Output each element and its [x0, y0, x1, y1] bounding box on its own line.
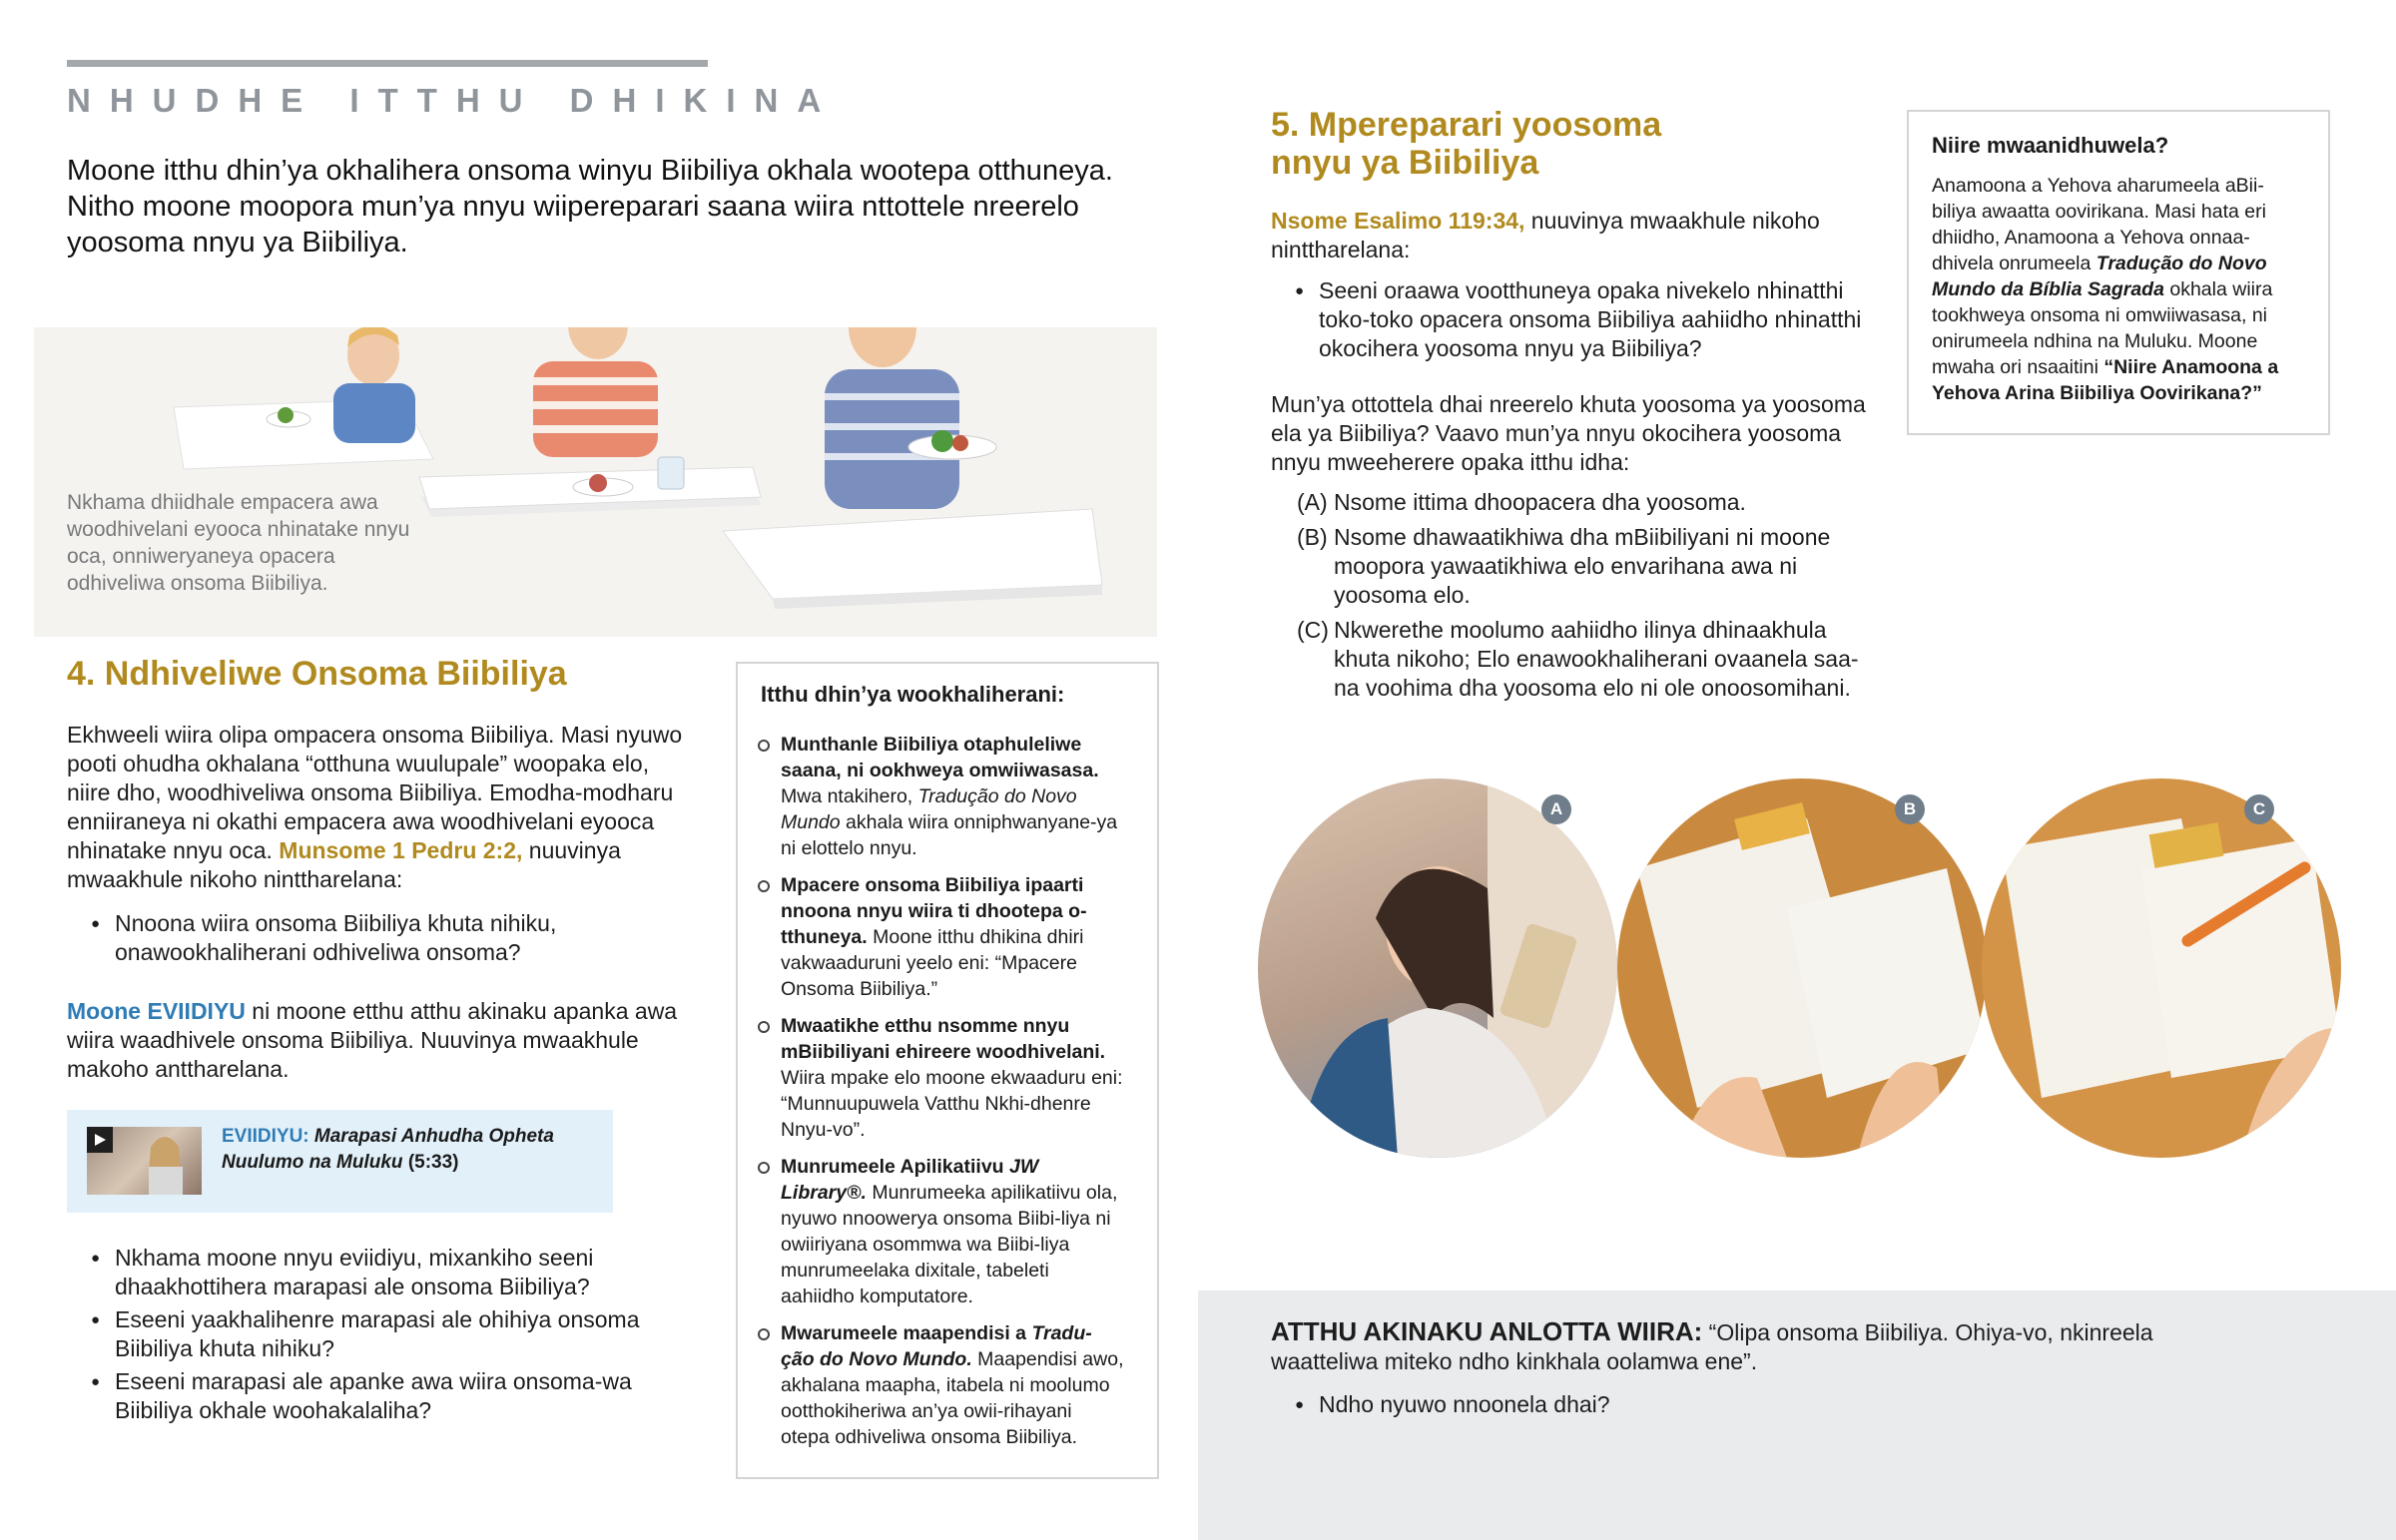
help-item-bold: Munrumeele Apilikatiivu: [781, 1156, 1009, 1178]
helps-list: [756, 732, 1125, 1461]
play-icon[interactable]: [87, 1127, 113, 1153]
help-item-text: Wiira mpake elo moone ekwaaduru eni: “Munnuupuwela Vatthu Nkhi-dhenre Nnyu-vo”.: [781, 1067, 1123, 1141]
question-item: ● Eseeni marapasi ale apanke awa wiira onsoma-wa Biibiliya okhale woohakalaliha?: [67, 1367, 676, 1425]
option-label: (B): [1297, 524, 1328, 550]
did-you-know-box: [1907, 110, 2330, 435]
help-item-text: Mwa ntakihero,: [781, 785, 918, 807]
help-item-italic: Tradução do Novo Mundo: [781, 785, 1077, 833]
section-5-options: [1271, 488, 1870, 709]
video-thumbnail[interactable]: [87, 1127, 202, 1195]
photo-a-badge: A: [1541, 794, 1571, 824]
option-item: [1271, 523, 1870, 610]
helps-title: Itthu dhin’ya wookhaliherani:: [761, 682, 1065, 707]
section-5-heading: 5. Mpereparari yoosoma nnyu ya Biibiliya: [1271, 106, 1662, 182]
video-intro-paragraph: [67, 997, 686, 1084]
section-5-intro-text: nuuvinya mwaakhule nikoho ninttharelana:: [1271, 208, 1820, 262]
photo-c-art: [1982, 778, 2341, 1158]
option-text: Nsome dhawaatikhiwa dha mBiibiliyani ni moone moopora yawaatikhiwa elo envarihana awa ni yoosoma elo.: [1334, 524, 1831, 608]
help-item-text: Moone itthu dhikina dhiri vakwaaduruni yeelo eni: “Mpacere Onsoma Biibiliya.”: [781, 926, 1084, 1000]
help-item-bold: Munthanle Biibiliya otaphuleliwe saana, ni ookhweya omwiiwasasa.: [781, 734, 1099, 781]
photo-b-badge: B: [1895, 794, 1925, 824]
illustration-caption: Nkhama dhiidhale empacera awa woodhivelani eyooca nhinatake nnyu oca, onniweryaneya opacera odhiveliwa onsoma Biibiliya.: [67, 491, 410, 595]
footer-question-list: [1271, 1390, 2169, 1419]
help-item-text: akhala wiira onniphwanyane-ya ni elottelo nnyu.: [781, 811, 1118, 859]
section-4-heading: 4. Ndhiveliwe Onsoma Biibiliya: [67, 655, 567, 693]
question-item: ● Nkhama moone nnyu eviidiyu, mixankiho seeni dhaakhottihera marapasi ale onsoma Biibiliya?: [67, 1244, 676, 1301]
option-text: Nkwerethe moolumo aahiidho ilinya dhinaakhula khuta nikoho; Elo enawookhaliherani ovaanela saa-na voohima dha yoosoma elo ni ole onoosomihani.: [1334, 617, 1859, 701]
help-item: [756, 1320, 1125, 1450]
video-caption: [222, 1124, 591, 1176]
help-item-text: Munrumeeka apilikatiivu ola, nyuwo nnoowerya onsoma Biibi-liya ni owiiriyana osommwa wa Biibi-liya munrumeelaka dixitale, tabeleti aahiidho komputatore.: [781, 1182, 1118, 1307]
video-question-list: [67, 1244, 676, 1425]
footer-quote: [1271, 1317, 2219, 1376]
help-item: [756, 732, 1125, 861]
option-item: [1271, 488, 1870, 517]
section-5-question-list: [1271, 276, 1880, 363]
did-you-know-title: Niire mwaanidhuwela?: [1932, 133, 2169, 158]
photo-a-reading-phone: [1258, 778, 1617, 1158]
question-item: ● Nnoona wiira onsoma Biibiliya khuta nihiku, onawookhaliherani odhiveliwa onsoma?: [67, 909, 676, 967]
question-item: ● Ndho nyuwo nnoonela dhai?: [1271, 1390, 2169, 1419]
photo-a-art: [1258, 778, 1617, 1158]
section-4-text-a: Ekhweeli wiira olipa ompacera onsoma Biibiliya. Masi nyuwo pooti ohudha okhalana “otthuna wuulupale” woopaka elo, niire dho, woodhiveliwa onsoma Biibiliya. Emodha-modharu enniiraneya ni okathi empacera awa woodhivelani eyooca nhinatake nnyu oca.: [67, 722, 683, 863]
question-item: ● Seeni oraawa vootthuneya opaka nivekelo nhinatthi toko-toko opacera onsoma Biibiliya aahiidho nhinatthi okocihera yoosoma nnyu ya Biibiliya?: [1271, 276, 1880, 363]
section-4-question-list: [67, 909, 676, 967]
did-you-know-text-a: Anamoona a Yehova aharumeela aBii-biliya awaatta oovirikana. Masi hata eri dhiidho, Anamoona a Yehova onnaa-dhivela onrumeela: [1932, 175, 2266, 274]
photo-b-reading-bible: [1617, 778, 1987, 1158]
option-item: [1271, 616, 1870, 703]
help-item-text: Maapendisi awo, akhalana maapha, itabela ni moolumo ootthokiheriwa an’ya owii-rihayani otepa odhiveliwa onsoma Biibiliya.: [781, 1348, 1124, 1448]
section-4-text-b: nuuvinya mwaakhule nikoho ninttharelana:: [67, 837, 621, 892]
scripture-link-1-pedru[interactable]: Munsome 1 Pedru 2:2,: [279, 837, 523, 863]
photo-b-art: [1617, 778, 1987, 1158]
section-kicker: NHUDHE ITTHU DHIKINA: [67, 82, 841, 119]
header-rule: [67, 60, 708, 67]
did-you-know-text: [1932, 173, 2306, 406]
footer-panel: [1198, 1290, 2396, 1540]
footer-quote-text: “Olipa onsoma Biibiliya. Ohiya-vo, nkinreela waatteliwa miteko ndho kinkhala oolamwa ene”.: [1271, 1319, 2153, 1374]
help-item: [756, 1154, 1125, 1309]
section-5-paragraph: Mun’ya ottottela dhai nreerelo khuta yoosoma ya yoosoma ela ya Biibiliya? Vaavo mun’ya nnyu okocihera yoosoma nnyu mweeherere opaka itthu idha:: [1271, 391, 1866, 475]
video-title[interactable]: Marapasi Anhudha Opheta Nuulumo na Muluku: [222, 1126, 554, 1173]
photo-c-badge: C: [2244, 794, 2274, 824]
video-intro-text: ni moone etthu atthu akinaku apanka awa wiira waadhivele onsoma Biibiliya. Nuuvinya mwaakhule makoho anttharelana.: [67, 998, 678, 1082]
bible-title: Tradução do Novo Mundo da Bíblia Sagrada: [1932, 253, 2267, 300]
article-link[interactable]: “Niire Anamoona a Yehova Arina Biibiliya Oovirikana?”: [1932, 356, 2279, 404]
help-item-bold: Mpacere onsoma Biibiliya ipaarti nnoona nnyu wiira ti dhootepa o-tthuneya.: [781, 874, 1087, 948]
video-card[interactable]: [67, 1110, 613, 1213]
section-5-intro: [1271, 207, 1890, 264]
question-item: ● Eseeni yaakhalihenre marapasi ale ohihiya onsoma Biibiliya khuta nihiku?: [67, 1305, 676, 1363]
option-text: Nsome ittima dhoopacera dha yoosoma.: [1334, 489, 1746, 515]
footer-lead: ATTHU AKINAKU ANLOTTA WIIRA:: [1271, 1316, 1703, 1346]
video-duration: (5:33): [407, 1152, 459, 1173]
video-label: EVIIDIYU:: [222, 1126, 309, 1147]
did-you-know-text-b: okhala wiira tookhweya onsoma ni omwiiwasasa, ni onirumeela ndhina na Muluku. Moone mwaha ori nsaaitini: [1932, 278, 2273, 378]
helps-sidebox: [736, 662, 1159, 1479]
intro-paragraph: Moone itthu dhin’ya okhalihera onsoma winyu Biibiliya okhala wootepa otthuneya. Nitho moone moopora mun’ya nnyu wiipereparari saana wiira nttottele nreerelo yoosoma nnyu ya Biibiliya.: [67, 155, 1113, 258]
help-item: [756, 1013, 1125, 1143]
section-4-paragraph: [67, 721, 686, 894]
photo-c-highlighting: [1982, 778, 2341, 1158]
help-item-bold: Mwaatikhe etthu nsomme nnyu mBiibiliyani ehireere woodhivelani.: [781, 1015, 1106, 1063]
help-item-bold-italic: Tradu-ção do Novo Mundo.: [781, 1322, 1092, 1370]
help-item: [756, 872, 1125, 1002]
option-label: (C): [1297, 617, 1329, 643]
help-item-bold-italic: JW Library®.: [781, 1156, 1039, 1204]
option-label: (A): [1297, 489, 1328, 515]
scripture-link-esalimo[interactable]: Nsome Esalimo 119:34,: [1271, 208, 1525, 234]
help-item-bold: Mwarumeele maapendisi a: [781, 1322, 1032, 1344]
video-link[interactable]: Moone EVIIDIYU: [67, 998, 246, 1024]
